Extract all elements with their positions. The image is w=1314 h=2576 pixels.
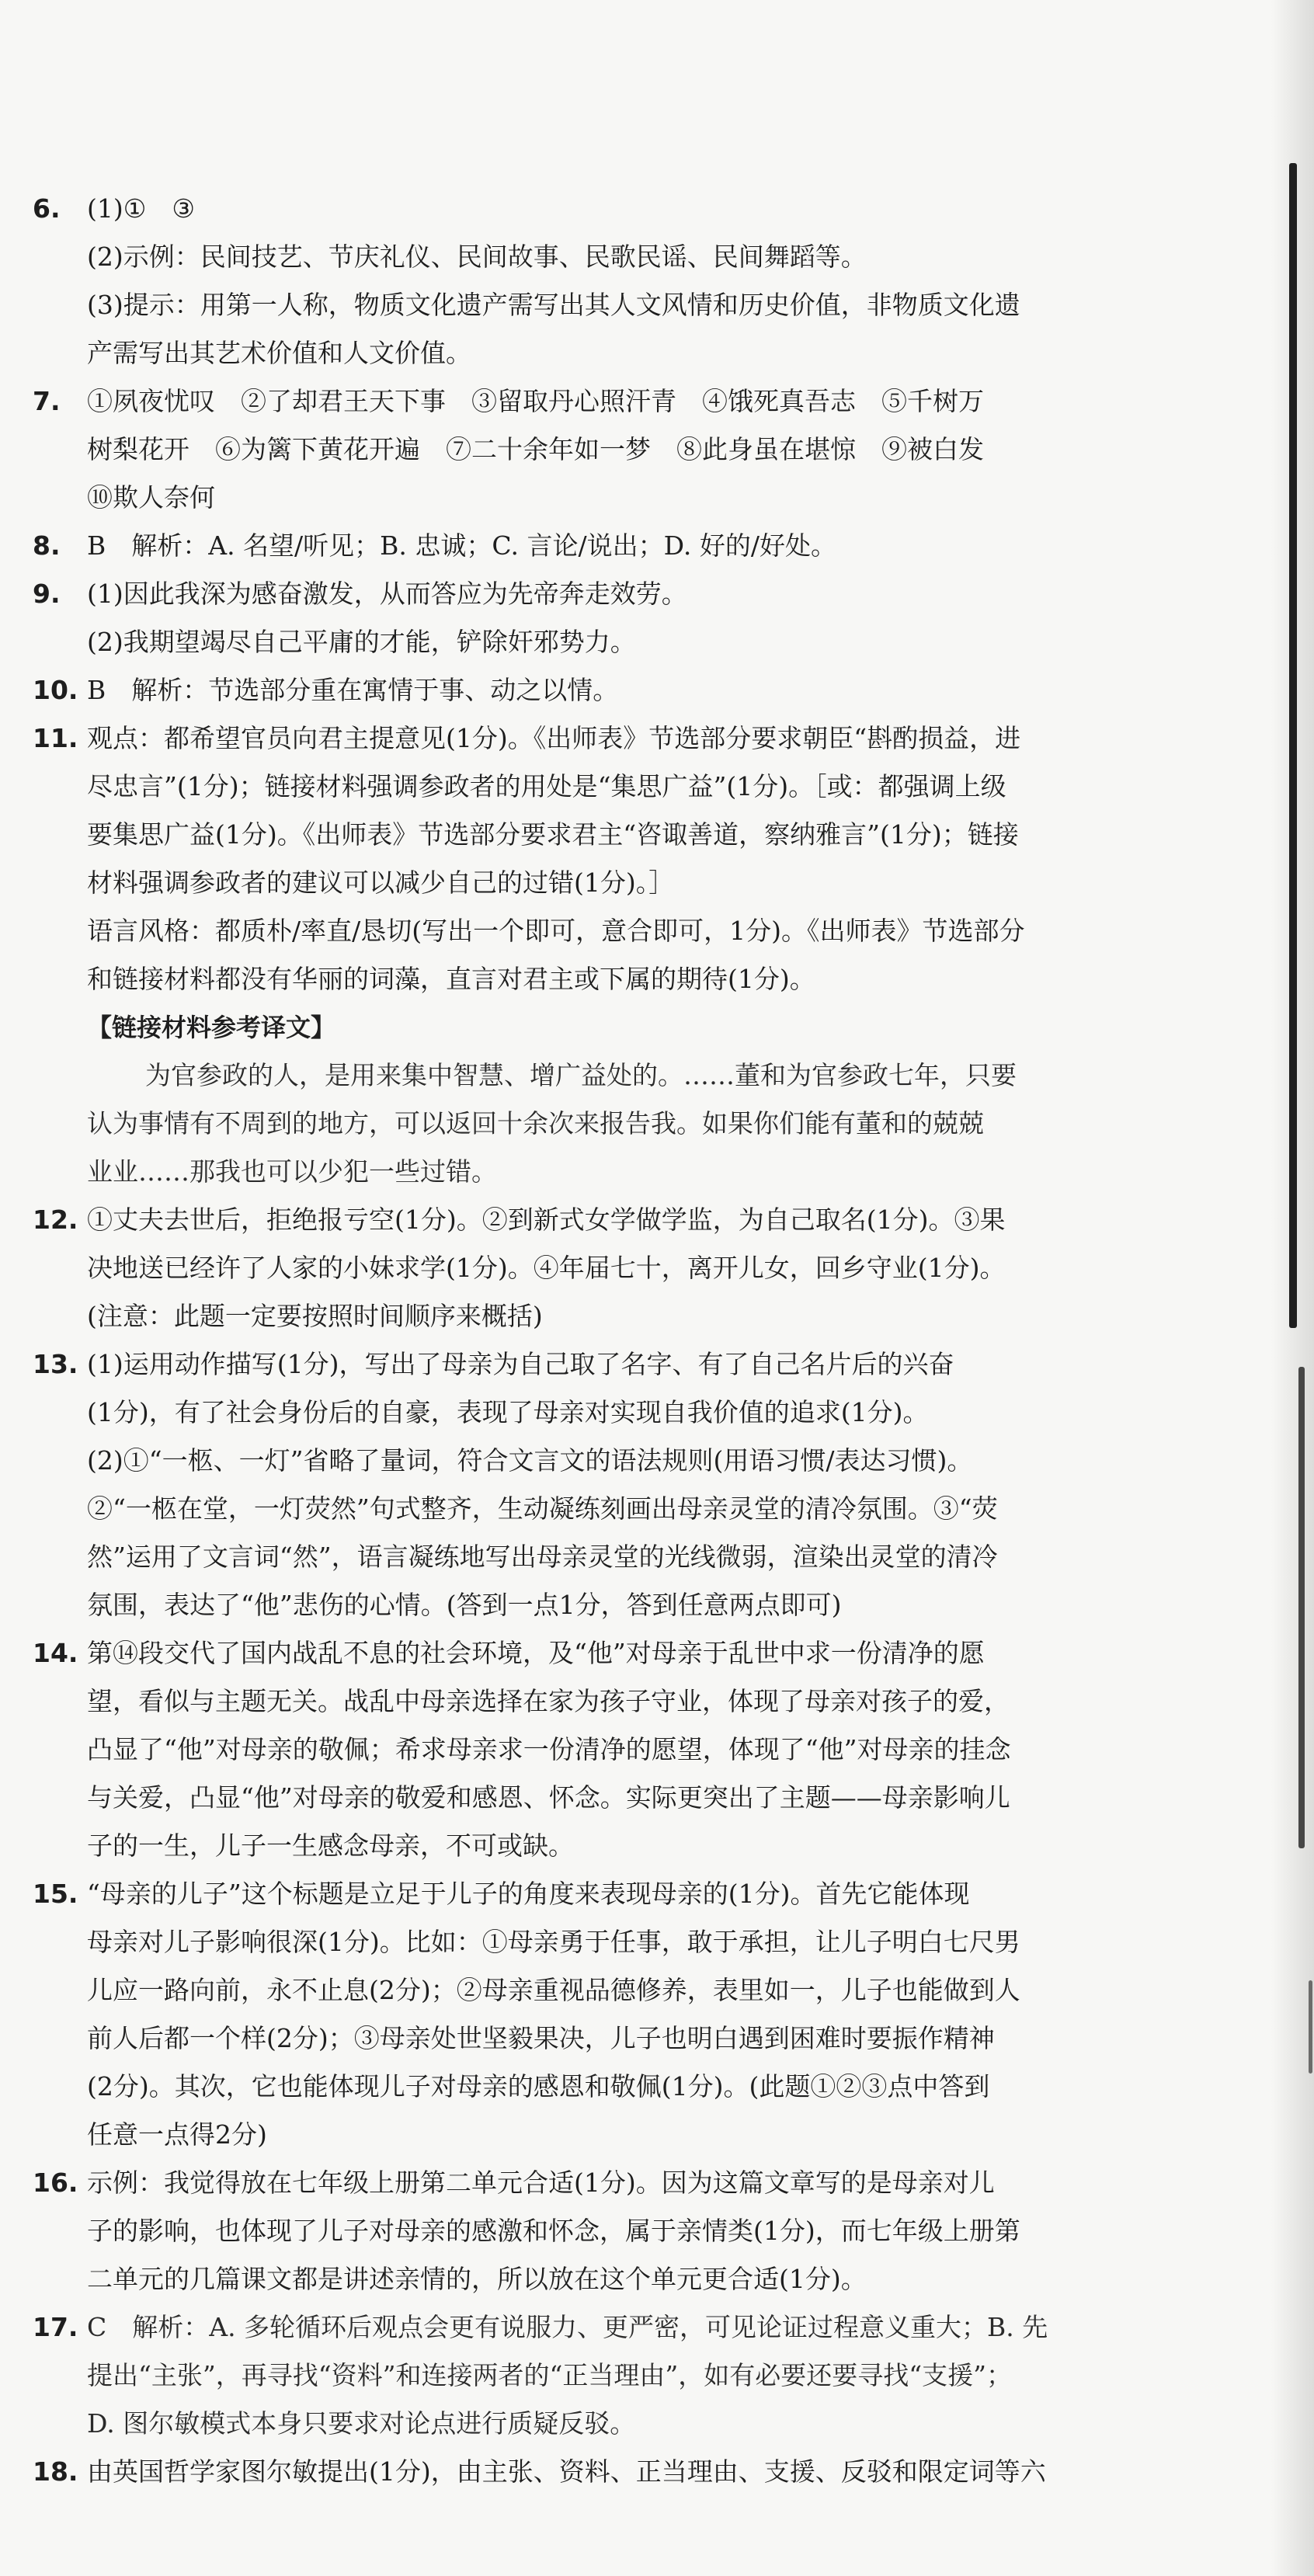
item-number: 13. [33, 1349, 78, 1379]
item-number: 8. [33, 530, 61, 561]
answer-line: 材料强调参政者的建议可以减少自己的过错(1分)。］ [87, 867, 675, 898]
answer-line: 语言风格：都质朴/率直/恳切(写出一个即可，意合即可，1分)。《出师表》节选部分 [87, 916, 1025, 946]
answer-line: ⑩欺人奈何 [87, 482, 215, 513]
answer-line: 与关爱，凸显“他”对母亲的敬爱和感恩、怀念。实际更突出了主题——母亲影响儿 [87, 1782, 1010, 1813]
answer-line: 要集思广益(1分)。《出师表》节选部分要求君主“咨诹善道，察纳雅言”(1分)；链接 [87, 819, 1019, 850]
answer-line: 子的影响，也体现了儿子对母亲的感激和怀念，属于亲情类(1分)，而七年级上册第 [87, 2216, 1020, 2246]
answer-item-9 [33, 570, 1120, 618]
scan-artifact-mark [1289, 163, 1297, 1328]
answer-line: B 解析：节选部分重在寓情于事、动之以情。 [87, 675, 619, 705]
answer-line: 母亲对儿子影响很深(1分)。比如：①母亲勇于任事，敢于承担，让儿子明白七尺男 [87, 1927, 1020, 1957]
item-number: 12. [33, 1205, 78, 1235]
answer-item-6 [33, 185, 1120, 233]
answer-line: “母亲的儿子”这个标题是立足于儿子的角度来表现母亲的(1分)。首先它能体现 [87, 1879, 970, 1909]
answer-item-15 [33, 1870, 1120, 2159]
answer-line: 然”运用了文言词“然”，语言凝练地写出母亲灵堂的光线微弱，渲染出灵堂的清冷 [87, 1542, 998, 1572]
answer-line: 提出“主张”，再寻找“资料”和连接两者的“正当理由”，如有必要还要寻找“支援”； [87, 2360, 1012, 2390]
answer-item-14 [33, 1629, 1120, 1870]
translation-line: 为官参政的人，是用来集中智慧、增广益处的。……董和为官参政七年，只要 [145, 1060, 1017, 1090]
translation-line: 业业……那我也可以少犯一些过错。 [87, 1156, 497, 1187]
answer-line: 任意一点得2分) [87, 2119, 267, 2150]
item-number: 7. [33, 386, 61, 416]
scan-artifact-mark [1298, 1367, 1305, 1848]
answer-line: ①夙夜忧叹 ②了却君王天下事 ③留取丹心照汗青 ④饿死真吾志 ⑤千树万 [87, 386, 984, 416]
answer-line: 示例：我觉得放在七年级上册第二单元合适(1分)。因为这篇文章写的是母亲对儿 [87, 2168, 995, 2198]
item-number: 16. [33, 2168, 78, 2198]
answer-line: 二单元的几篇课文都是讲述亲情的，所以放在这个单元更合适(1分)。 [87, 2264, 867, 2294]
answer-line: 产需写出其艺术价值和人文价值。 [87, 338, 471, 368]
answer-line: 前人后都一个样(2分)；③母亲处世坚毅果决，儿子也明白遇到困难时要振作精神 [87, 2023, 995, 2053]
item-number: 18. [33, 2456, 78, 2487]
answer-line: D. 图尔敏模式本身只要求对论点进行质疑反驳。 [87, 2408, 636, 2439]
answer-line: 儿应一路向前，永不止息(2分)；②母亲重视品德修养，表里如一，儿子也能做到人 [87, 1975, 1020, 2005]
answer-line: C 解析：A. 多轮循环后观点会更有说服力、更严密，可见论证过程意义重大；B. 先 [87, 2312, 1048, 2342]
answer-item-17 [33, 2303, 1120, 2448]
answer-line: 和链接材料都没有华丽的词藻，直言对君主或下属的期待(1分)。 [87, 964, 815, 994]
answer-line: 凸显了“他”对母亲的敬佩；希求母亲求一份清净的愿望，体现了“他”对母亲的挂念 [87, 1734, 1011, 1764]
answer-key-content [33, 185, 1120, 2496]
item-number: 14. [33, 1638, 78, 1668]
answer-line: 氛围，表达了“他”悲伤的心情。(答到一点1分，答到任意两点即可) [87, 1590, 842, 1620]
item-number: 11. [33, 723, 78, 753]
answer-line: 决地送已经许了人家的小妹求学(1分)。④年届七十，离开儿女，回乡守业(1分)。 [87, 1253, 1006, 1283]
item-number: 10. [33, 675, 78, 705]
answer-line: (1)① ③ [87, 193, 195, 224]
answer-line: 子的一生，儿子一生感念母亲，不可或缺。 [87, 1830, 574, 1861]
item-number: 6. [33, 193, 61, 224]
answer-line: 望，看似与主题无关。战乱中母亲选择在家为孩子守业，体现了母亲对孩子的爱， [87, 1686, 1010, 1716]
answer-line: B 解析：A. 名望/听见；B. 忠诚；C. 言论/说出；D. 好的/好处。 [87, 530, 836, 561]
answer-line: 尽忠言”(1分)；链接材料强调参政者的用处是“集思广益”(1分)。［或：都强调上级 [87, 771, 1006, 801]
answer-line: 第⑭段交代了国内战乱不息的社会环境，及“他”对母亲于乱世中求一份清净的愿 [87, 1638, 985, 1668]
answer-line: (1)因此我深为感奋激发，从而答应为先帝奔走效劳。 [87, 579, 687, 609]
answer-line: 观点：都希望官员向君主提意见(1分)。《出师表》节选部分要求朝臣“斟酌损益，进 [87, 723, 1021, 753]
answer-line: (2)示例：民间技艺、节庆礼仪、民间故事、民歌民谣、民间舞蹈等。 [87, 242, 867, 272]
answer-line: (2)①“一柩、一灯”省略了量词，符合文言文的语法规则(用语习惯/表达习惯)。 [87, 1445, 973, 1476]
item-number: 17. [33, 2312, 78, 2342]
answer-item-13 [33, 1340, 1120, 1629]
answer-line: (1分)，有了社会身份后的自豪，表现了母亲对实现自我价值的追求(1分)。 [87, 1397, 929, 1427]
answer-item-7 [33, 377, 1120, 522]
answer-line: (2)我期望竭尽自己平庸的才能，铲除奸邪势力。 [87, 627, 636, 657]
translation-line: 认为事情有不周到的地方，可以返回十余次来报告我。如果你们能有董和的兢兢 [87, 1108, 984, 1139]
answer-line: (3)提示：用第一人称，物质文化遗产需写出其人文风情和历史价值，非物质文化遗 [87, 290, 1020, 320]
answer-line: ①丈夫去世后，拒绝报亏空(1分)。②到新式女学做学监，为自己取名(1分)。③果 [87, 1205, 1006, 1235]
answer-line: (注意：此题一定要按照时间顺序来概括) [87, 1301, 543, 1331]
answer-line: (2分)。其次，它也能体现儿子对母亲的感恩和敬佩(1分)。(此题①②③点中答到 [87, 2071, 990, 2101]
answer-line: 由英国哲学家图尔敏提出(1分)，由主张、资料、正当理由、支援、反驳和限定词等六 [87, 2456, 1046, 2487]
answer-item-11 [33, 714, 1120, 1003]
answer-line: (1)运用动作描写(1分)，写出了母亲为自己取了名字、有了自己名片后的兴奋 [87, 1349, 954, 1379]
scan-artifact-mark [1309, 1980, 1312, 2074]
item-number: 15. [33, 1879, 78, 1909]
answer-item-16 [33, 2159, 1120, 2303]
item-number: 9. [33, 579, 61, 609]
answer-item-18 [33, 2448, 1120, 2496]
answer-item-12 [33, 1196, 1120, 1340]
answer-line: 树梨花开 ⑥为篱下黄花开遍 ⑦二十余年如一梦 ⑧此身虽在堪惊 ⑨被白发 [87, 434, 984, 464]
answer-line: ②“一柩在堂，一灯荧然”句式整齐，生动凝练刻画出母亲灵堂的清冷氛围。③“荧 [87, 1493, 998, 1524]
translation-heading: 【链接材料参考译文】 [87, 1013, 336, 1042]
answer-item-10 [33, 666, 1120, 714]
answer-item-8 [33, 522, 1120, 570]
